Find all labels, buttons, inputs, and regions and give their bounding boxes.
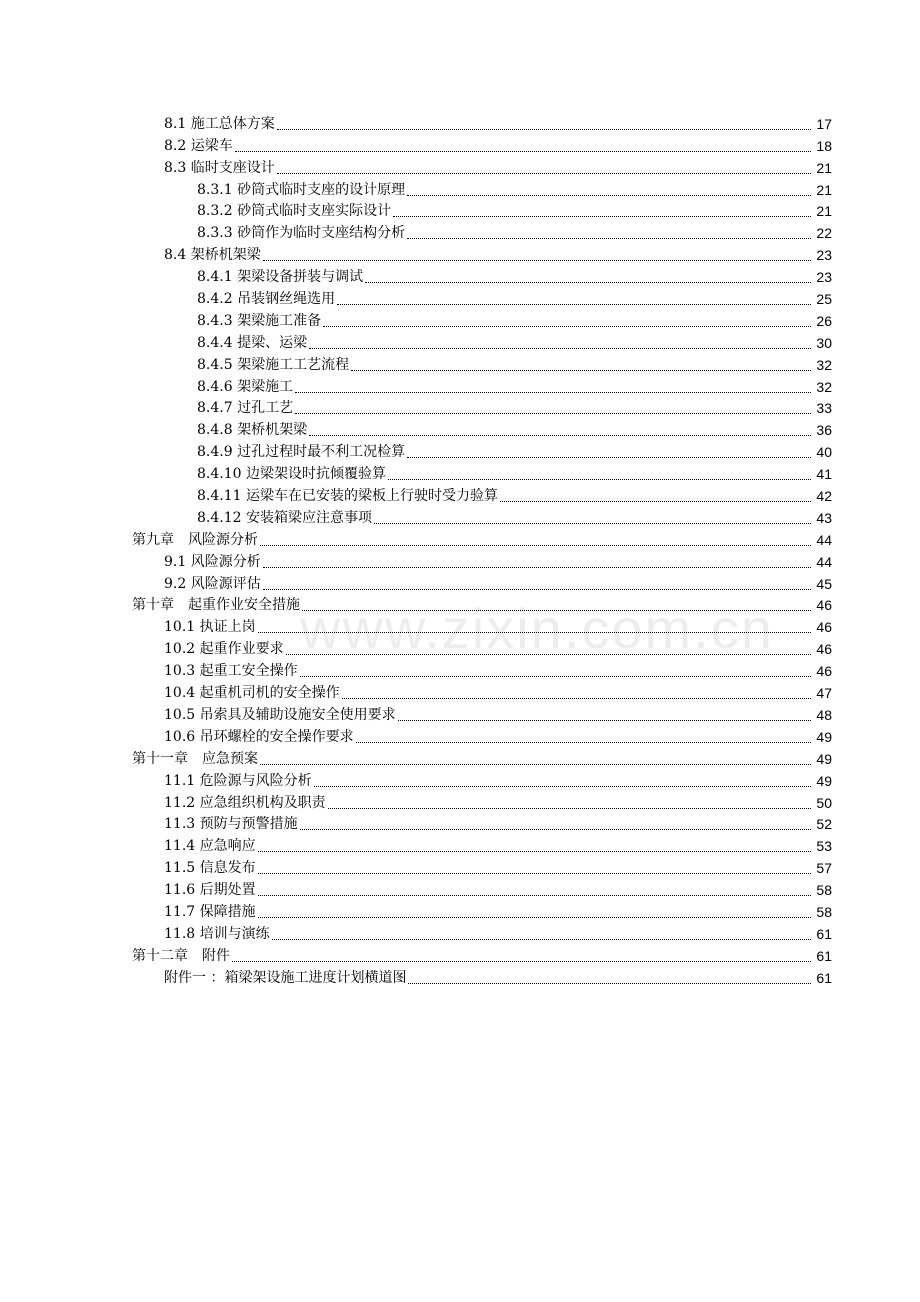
toc-dot-leader bbox=[295, 392, 811, 393]
toc-entry-title: 9.2 风险源评估 bbox=[164, 575, 261, 592]
toc-dot-leader bbox=[263, 589, 811, 590]
toc-page-number: 53 bbox=[816, 838, 832, 855]
toc-entry[interactable] bbox=[164, 899, 832, 921]
toc-dot-leader bbox=[277, 173, 811, 174]
toc-page-number: 61 bbox=[816, 925, 832, 942]
toc-page-number: 43 bbox=[816, 509, 832, 526]
toc-page-number: 52 bbox=[816, 816, 832, 833]
toc-dot-leader bbox=[398, 720, 811, 721]
toc-entry-title: 8.4.8 架桥机架梁 bbox=[197, 422, 308, 439]
toc-page-number: 41 bbox=[816, 466, 832, 483]
toc-entry-title: 11.6 后期处置 bbox=[164, 882, 256, 899]
toc-page-number: 40 bbox=[816, 444, 832, 461]
toc-entry-title: 11.2 应急组织机构及职责 bbox=[164, 794, 326, 811]
toc-page-number: 44 bbox=[816, 531, 832, 548]
table-of-contents bbox=[0, 111, 920, 987]
toc-entry-title: 第十章 起重作业安全措施 bbox=[132, 597, 300, 614]
toc-entry[interactable] bbox=[164, 833, 832, 855]
toc-entry-title: 11.4 应急响应 bbox=[164, 838, 256, 855]
toc-entry[interactable] bbox=[164, 111, 832, 133]
toc-dot-leader bbox=[260, 764, 811, 765]
toc-entry[interactable] bbox=[197, 330, 832, 352]
toc-entry-title: 8.4.10 边梁架设时抗倾覆验算 bbox=[197, 466, 386, 483]
toc-page-number: 18 bbox=[816, 137, 832, 154]
toc-entry-title: 8.4.6 架梁施工 bbox=[197, 378, 294, 395]
toc-entry[interactable] bbox=[164, 724, 832, 746]
toc-page-number: 23 bbox=[816, 269, 832, 286]
toc-dot-leader bbox=[302, 610, 811, 611]
toc-entry-title: 第十二章 附件 bbox=[132, 947, 230, 964]
toc-page-number: 50 bbox=[816, 794, 832, 811]
toc-dot-leader bbox=[323, 326, 811, 327]
toc-page-number: 46 bbox=[816, 597, 832, 614]
toc-page-number: 23 bbox=[816, 247, 832, 264]
toc-entry[interactable] bbox=[132, 527, 832, 549]
toc-page-number: 21 bbox=[816, 181, 832, 198]
toc-page-number: 61 bbox=[816, 969, 832, 986]
toc-dot-leader bbox=[374, 523, 811, 524]
toc-entry-title: 10.4 起重机司机的安全操作 bbox=[164, 685, 340, 702]
toc-entry[interactable] bbox=[164, 155, 832, 177]
toc-entry-title: 8.4.11 运梁车在已安装的梁板上行驶时受力验算 bbox=[197, 488, 498, 505]
toc-page-number: 42 bbox=[816, 488, 832, 505]
toc-entry[interactable] bbox=[197, 177, 832, 199]
toc-page-number: 49 bbox=[816, 772, 832, 789]
toc-page-number: 17 bbox=[816, 115, 832, 132]
toc-entry-title: 8.3.3 砂筒作为临时支座结构分析 bbox=[197, 225, 406, 242]
toc-dot-leader bbox=[300, 829, 811, 830]
toc-entry[interactable] bbox=[197, 199, 832, 221]
toc-entry[interactable] bbox=[197, 352, 832, 374]
toc-entry[interactable] bbox=[132, 746, 832, 768]
toc-entry[interactable] bbox=[197, 220, 832, 242]
toc-entry-title: 8.2 运梁车 bbox=[164, 137, 233, 154]
toc-entry-title: 9.1 风险源分析 bbox=[164, 553, 261, 570]
toc-entry[interactable] bbox=[164, 790, 832, 812]
toc-entry[interactable] bbox=[164, 133, 832, 155]
toc-dot-leader bbox=[309, 435, 811, 436]
toc-entry-title: 11.1 危险源与风险分析 bbox=[164, 772, 312, 789]
toc-entry[interactable] bbox=[164, 855, 832, 877]
toc-dot-leader bbox=[263, 260, 811, 261]
toc-entry[interactable] bbox=[197, 286, 832, 308]
toc-dot-leader bbox=[272, 939, 811, 940]
toc-entry-title: 11.7 保障措施 bbox=[164, 903, 256, 920]
toc-entry[interactable] bbox=[197, 264, 832, 286]
toc-page-number: 21 bbox=[816, 159, 832, 176]
toc-entry[interactable] bbox=[164, 877, 832, 899]
toc-page-number: 22 bbox=[816, 225, 832, 242]
toc-page-number: 33 bbox=[816, 400, 832, 417]
toc-dot-leader bbox=[258, 917, 811, 918]
toc-page-number: 61 bbox=[816, 947, 832, 964]
toc-entry-title: 10.2 起重作业要求 bbox=[164, 641, 284, 658]
toc-dot-leader bbox=[300, 676, 811, 677]
toc-dot-leader bbox=[408, 983, 811, 984]
toc-entry[interactable] bbox=[132, 943, 832, 965]
toc-dot-leader bbox=[393, 216, 811, 217]
toc-dot-leader bbox=[407, 457, 811, 458]
toc-dot-leader bbox=[309, 348, 811, 349]
toc-page-number: 44 bbox=[816, 553, 832, 570]
toc-dot-leader bbox=[407, 238, 811, 239]
toc-entry[interactable] bbox=[164, 242, 832, 264]
toc-entry[interactable] bbox=[197, 439, 832, 461]
toc-page-number: 57 bbox=[816, 860, 832, 877]
toc-page-number: 26 bbox=[816, 312, 832, 329]
toc-dot-leader bbox=[258, 873, 811, 874]
toc-dot-leader bbox=[258, 895, 811, 896]
toc-dot-leader bbox=[277, 129, 811, 130]
toc-dot-leader bbox=[337, 304, 811, 305]
toc-entry-title: 第十一章 应急预案 bbox=[132, 750, 258, 767]
toc-dot-leader bbox=[263, 567, 811, 568]
toc-entry[interactable] bbox=[197, 308, 832, 330]
toc-dot-leader bbox=[314, 786, 811, 787]
toc-dot-leader bbox=[500, 501, 811, 502]
toc-dot-leader bbox=[286, 654, 811, 655]
toc-entry[interactable] bbox=[164, 921, 832, 943]
toc-entry[interactable] bbox=[164, 812, 832, 834]
toc-entry-title: 11.5 信息发布 bbox=[164, 860, 256, 877]
toc-page-number: 58 bbox=[816, 903, 832, 920]
toc-page-number: 48 bbox=[816, 706, 832, 723]
toc-entry-title: 8.4 架桥机架梁 bbox=[164, 247, 261, 264]
toc-entry[interactable] bbox=[164, 658, 832, 680]
toc-entry-title: 第九章 风险源分析 bbox=[132, 531, 258, 548]
toc-entry-title: 10.6 吊环螺栓的安全操作要求 bbox=[164, 728, 354, 745]
toc-dot-leader bbox=[356, 742, 811, 743]
toc-page-number: 30 bbox=[816, 334, 832, 351]
toc-page-number: 45 bbox=[816, 575, 832, 592]
toc-entry[interactable] bbox=[164, 549, 832, 571]
toc-dot-leader bbox=[365, 282, 811, 283]
toc-page-number: 46 bbox=[816, 619, 832, 636]
toc-dot-leader bbox=[258, 851, 811, 852]
toc-entry[interactable] bbox=[132, 593, 832, 615]
toc-entry[interactable] bbox=[164, 768, 832, 790]
toc-entry[interactable] bbox=[164, 702, 832, 724]
toc-page-number: 36 bbox=[816, 422, 832, 439]
toc-page-number: 47 bbox=[816, 685, 832, 702]
toc-dot-leader bbox=[258, 632, 811, 633]
toc-dot-leader bbox=[295, 413, 811, 414]
toc-entry-title: 8.3.1 砂筒式临时支座的设计原理 bbox=[197, 181, 406, 198]
toc-entry-title: 8.4.9 过孔过程时最不利工况检算 bbox=[197, 444, 406, 461]
toc-entry-title: 附件一 ：箱梁架设施工进度计划横道图 bbox=[164, 969, 407, 986]
toc-dot-leader bbox=[328, 808, 811, 809]
toc-page-number: 21 bbox=[816, 203, 832, 220]
toc-page-number: 32 bbox=[816, 356, 832, 373]
toc-entry[interactable] bbox=[197, 417, 832, 439]
toc-entry-title: 8.3.2 砂筒式临时支座实际设计 bbox=[197, 203, 392, 220]
toc-entry-title: 10.5 吊索具及辅助设施安全使用要求 bbox=[164, 706, 396, 723]
toc-page-number: 58 bbox=[816, 882, 832, 899]
toc-dot-leader bbox=[260, 545, 811, 546]
toc-entry-title: 8.1 施工总体方案 bbox=[164, 115, 275, 132]
toc-dot-leader bbox=[235, 151, 811, 152]
toc-entry[interactable] bbox=[164, 571, 832, 593]
toc-entry-title: 8.4.1 架梁设备拼装与调试 bbox=[197, 269, 364, 286]
toc-entry-title: 8.4.2 吊装钢丝绳选用 bbox=[197, 291, 336, 308]
toc-entry-title: 8.4.5 架梁施工工艺流程 bbox=[197, 356, 350, 373]
toc-dot-leader bbox=[388, 479, 811, 480]
toc-dot-leader bbox=[407, 195, 811, 196]
toc-page-number: 49 bbox=[816, 750, 832, 767]
toc-entry[interactable] bbox=[197, 505, 832, 527]
toc-entry[interactable] bbox=[197, 483, 832, 505]
toc-page-number: 46 bbox=[816, 663, 832, 680]
watermark: www.zixin.com.cn bbox=[300, 597, 774, 660]
toc-dot-leader bbox=[232, 961, 811, 962]
toc-dot-leader bbox=[342, 698, 811, 699]
toc-entry-title: 8.4.12 安装箱梁应注意事项 bbox=[197, 509, 372, 526]
toc-entry-title: 10.1 执证上岗 bbox=[164, 619, 256, 636]
toc-entry-title: 11.3 预防与预警措施 bbox=[164, 816, 298, 833]
toc-entry[interactable] bbox=[197, 461, 832, 483]
toc-entry-title: 8.4.4 提梁、运梁 bbox=[197, 334, 308, 351]
toc-entry[interactable] bbox=[197, 396, 832, 418]
toc-entry[interactable] bbox=[164, 636, 832, 658]
toc-entry[interactable] bbox=[164, 965, 832, 987]
toc-page-number: 49 bbox=[816, 728, 832, 745]
toc-page-number: 25 bbox=[816, 291, 832, 308]
toc-entry[interactable] bbox=[197, 374, 832, 396]
toc-entry-title: 8.3 临时支座设计 bbox=[164, 159, 275, 176]
toc-entry[interactable] bbox=[164, 680, 832, 702]
toc-entry-title: 8.4.7 过孔工艺 bbox=[197, 400, 294, 417]
toc-entry-title: 8.4.3 架梁施工准备 bbox=[197, 312, 322, 329]
toc-page-number: 32 bbox=[816, 378, 832, 395]
toc-entry-title: 11.8 培训与演练 bbox=[164, 925, 270, 942]
toc-entry[interactable] bbox=[164, 614, 832, 636]
toc-entry-title: 10.3 起重工安全操作 bbox=[164, 663, 298, 680]
toc-dot-leader bbox=[351, 370, 811, 371]
toc-page-number: 46 bbox=[816, 641, 832, 658]
